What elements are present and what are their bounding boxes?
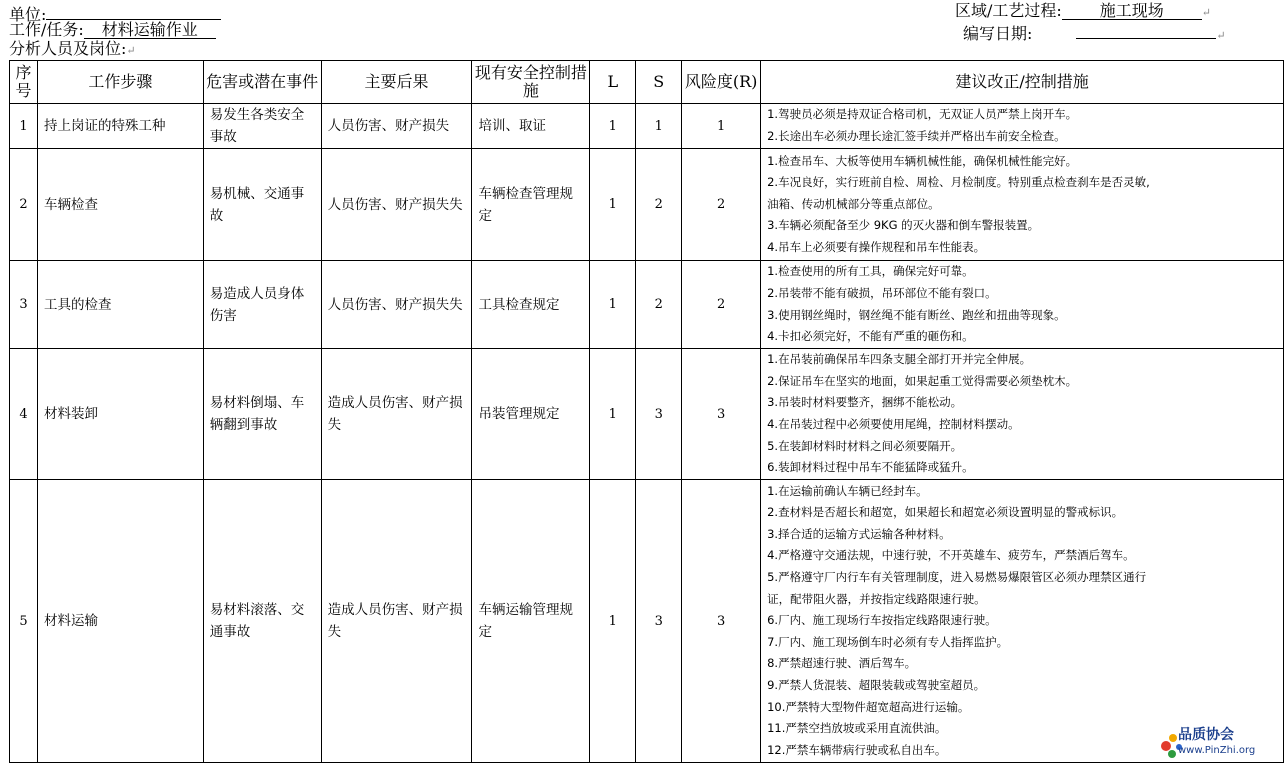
measure-item: 证，配带阻火器，并按指定线路限速行驶。 — [767, 591, 986, 606]
measure-item: 4.严格遵守交通法规，中速行驶，不开英雄车、疲劳车，严禁酒后驾车。 — [767, 548, 1135, 563]
measure-item: 1.检查吊车、大板等使用车辆机械性能，确保机械性能完好。 — [767, 153, 1078, 168]
measure-item: 4.吊车上必须要有操作规程和吊车性能表。 — [767, 239, 986, 254]
row-s-value: 2 — [636, 261, 682, 349]
measure-item: 12.严禁车辆带病行驶或私自出车。 — [767, 742, 947, 757]
measure-item: 8.严禁超速行驶、酒后驾车。 — [767, 656, 917, 671]
row-control: 培训、取证 — [472, 104, 590, 149]
row-hazard: 易材料滚落、交通事故 — [203, 480, 321, 763]
measure-item: 11.严禁空挡放坡或采用直流供油。 — [767, 721, 947, 736]
row-control: 工具检查规定 — [472, 261, 590, 349]
measure-item: 1.在吊装前确保吊车四条支腿全部打开并完全伸展。 — [767, 352, 1032, 367]
paragraph-mark-icon: ↵ — [1201, 6, 1212, 19]
measure-item: 2.车况良好，实行班前自检、周检、月检制度。特别重点检查刹车是否灵敏, — [767, 175, 1150, 190]
row-consequence: 人员伤害、财产损失失 — [321, 149, 472, 261]
area-line — [955, 2, 1211, 22]
table-row — [10, 261, 1284, 349]
watermark-url: www.PinZhi.org — [1178, 745, 1256, 756]
task-line — [9, 21, 216, 39]
row-l-value: 1 — [590, 149, 636, 261]
row-consequence: 造成人员伤害、财产损失 — [321, 349, 472, 480]
row-risk-value: 2 — [682, 149, 761, 261]
row-risk-value: 2 — [682, 261, 761, 349]
measure-item: 6.装卸材料过程中吊车不能猛降或猛升。 — [767, 460, 974, 475]
measure-item: 1.检查使用的所有工具，确保完好可靠。 — [767, 264, 974, 279]
unit-value — [46, 2, 221, 20]
measure-item: 10.严禁特大型物件超宽超高进行运输。 — [767, 699, 970, 714]
table-row — [10, 149, 1284, 261]
header-l: L — [590, 61, 636, 104]
measure-item: 7.厂内、施工现场倒车时必须有专人指挥监护。 — [767, 634, 1009, 649]
header-measures: 建议改正/控制措施 — [761, 61, 1284, 104]
row-measures — [761, 349, 1284, 480]
row-control: 车辆检查管理规定 — [472, 149, 590, 261]
row-seq: 2 — [10, 149, 38, 261]
row-measures — [761, 149, 1284, 261]
date-label: 编写日期: — [963, 24, 1033, 43]
row-l-value: 1 — [590, 104, 636, 149]
row-s-value: 3 — [636, 349, 682, 480]
row-step: 工具的检查 — [37, 261, 203, 349]
row-hazard: 易发生各类安全事故 — [203, 104, 321, 149]
row-step: 材料装卸 — [37, 349, 203, 480]
table-header-row — [10, 61, 1284, 104]
row-seq: 1 — [10, 104, 38, 149]
row-risk-value: 3 — [682, 349, 761, 480]
watermark-name: 品质协会 — [1178, 727, 1234, 743]
row-risk-value: 3 — [682, 480, 761, 763]
row-step: 材料运输 — [37, 480, 203, 763]
date-value — [1076, 21, 1216, 39]
measure-item: 2.查材料是否超长和超宽，如果超长和超宽必须设置明显的警戒标识。 — [767, 505, 1124, 520]
table-row — [10, 104, 1284, 149]
row-control: 吊装管理规定 — [472, 349, 590, 480]
table-row — [10, 480, 1284, 763]
measure-item: 6.厂内、施工现场行车按指定线路限速行驶。 — [767, 613, 997, 628]
row-step: 持上岗证的特殊工种 — [37, 104, 203, 149]
measure-item: 2.长途出车必须办理长途汇签手续并严格出车前安全检查。 — [767, 129, 1066, 143]
row-hazard: 易材料倒塌、车辆翻到事故 — [203, 349, 321, 480]
date-line — [963, 21, 1226, 45]
row-step: 车辆检查 — [37, 149, 203, 261]
task-value: 材料运输作业 — [84, 21, 216, 39]
measure-item: 9.严禁人货混装、超限装载或驾驶室超员。 — [767, 677, 986, 692]
row-measures — [761, 480, 1284, 763]
row-risk-value: 1 — [682, 104, 761, 149]
row-hazard: 易机械、交通事故 — [203, 149, 321, 261]
row-consequence: 造成人员伤害、财产损失 — [321, 480, 472, 763]
header-risk: 风险度(R) — [682, 61, 761, 104]
measure-item: 2.吊装带不能有破损，吊环部位不能有裂口。 — [767, 285, 997, 300]
row-consequence: 人员伤害、财产损失失 — [321, 261, 472, 349]
measure-item: 4.卡扣必须完好，不能有严重的砸伤和。 — [767, 329, 974, 344]
header-consequence: 主要后果 — [321, 61, 472, 104]
measure-item: 2.保证吊车在坚实的地面，如果起重工觉得需要必须垫枕木。 — [767, 373, 1078, 388]
area-value: 施工现场 — [1062, 2, 1202, 20]
risk-analysis-table — [9, 60, 1284, 763]
row-seq: 3 — [10, 261, 38, 349]
header-step: 工作步骤 — [37, 61, 203, 104]
row-measures — [761, 104, 1284, 149]
row-seq: 4 — [10, 349, 38, 480]
measure-item: 油箱、传动机械部分等重点部位。 — [767, 196, 940, 211]
task-label: 工作/任务: — [9, 20, 84, 39]
unit-label: 单位: — [9, 5, 47, 24]
measure-item: 3.择合适的运输方式运输各种材料。 — [767, 526, 951, 541]
header-seq: 序号 — [10, 61, 38, 104]
table-row — [10, 349, 1284, 480]
row-hazard: 易造成人员身体伤害 — [203, 261, 321, 349]
analyst-line — [9, 40, 136, 60]
row-l-value: 1 — [590, 349, 636, 480]
measure-item: 1.驾驶员必须是持双证合格司机，无双证人员严禁上岗开车。 — [767, 107, 1078, 122]
row-s-value: 1 — [636, 104, 682, 149]
area-label: 区域/工艺过程: — [955, 1, 1062, 20]
analyst-label: 分析人员及岗位: — [9, 39, 127, 58]
measure-item: 3.吊装时材料要整齐，捆绑不能松动。 — [767, 395, 963, 410]
row-measures — [761, 261, 1284, 349]
header-s: S — [636, 61, 682, 104]
paragraph-mark-icon: ↵ — [126, 44, 136, 57]
header-hazard: 危害或潜在事件 — [203, 61, 321, 104]
header-control: 现有安全控制措施 — [472, 61, 590, 104]
row-s-value: 2 — [636, 149, 682, 261]
measure-item: 3.使用钢丝绳时，钢丝绳不能有断丝、跑丝和扭曲等现象。 — [767, 307, 1066, 322]
measure-item: 5.在装卸材料时材料之间必须要隔开。 — [767, 438, 963, 453]
row-consequence: 人员伤害、财产损失 — [321, 104, 472, 149]
measure-item: 1.在运输前确认车辆已经封车。 — [767, 483, 928, 498]
measure-item: 3.车辆必须配备至少 9KG 的灭火器和倒车警报装置。 — [767, 218, 1040, 233]
measure-item: 4.在吊装过程中必须要使用尾绳，控制材料摆动。 — [767, 417, 1020, 431]
row-l-value: 1 — [590, 480, 636, 763]
measure-item: 5.严格遵守厂内行车有关管理制度，进入易燃易爆限管区必须办理禁区通行 — [767, 570, 1147, 585]
row-control: 车辆运输管理规定 — [472, 480, 590, 763]
paragraph-mark-icon: ↵ — [1216, 29, 1226, 42]
row-l-value: 1 — [590, 261, 636, 349]
row-seq: 5 — [10, 480, 38, 763]
row-s-value: 3 — [636, 480, 682, 763]
